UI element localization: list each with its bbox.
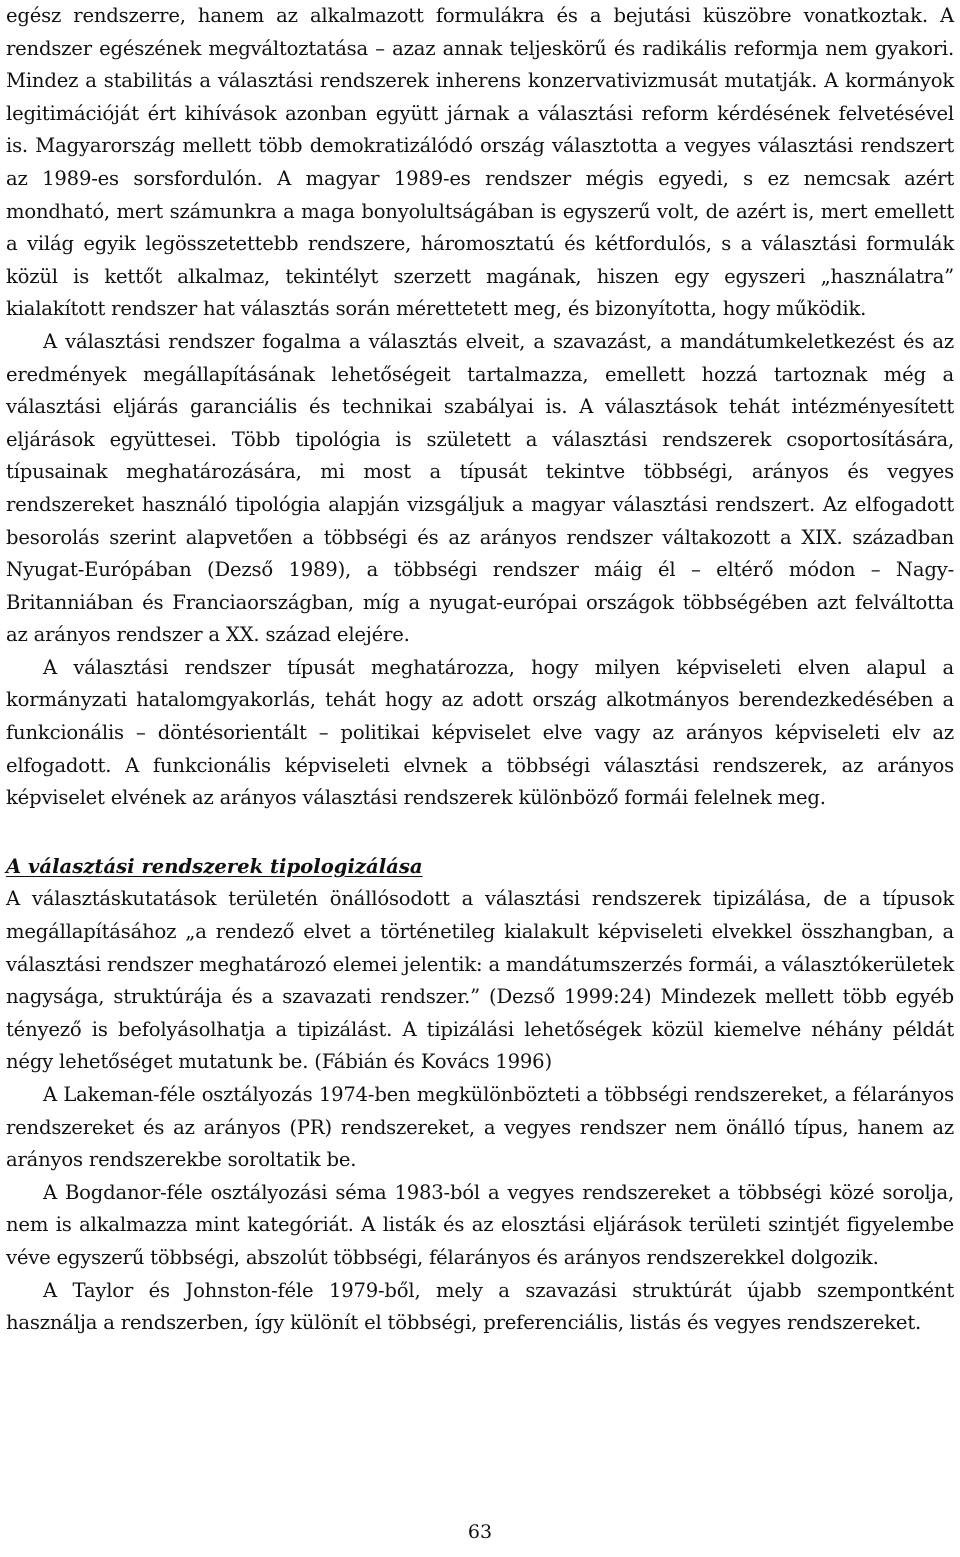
paragraph-7: A Taylor és Johnston-féle 1979-ből, mely a szavazási struktúrát újabb szempontként használja a rendszerben, így különít el többségi, preferenciális, listás és vegyes rendszereket.: [6, 1278, 954, 1335]
paragraph-5: A Lakeman-féle osztályozás 1974-ben megkülönböztetі a többségi rendszereket, a félarányos rendszereket és az arányos (PR) rendszereket, a vegyes rendszer nem önálló típus, hanem az arányos rendszerekbe soroltatik be.: [6, 1083, 954, 1172]
paragraph-2: A választási rendszer fogalma a választás elveit, a szavazást, a mandátumkeletkezést és az eredmények megállapításának lehetőségeit tartalmazza, emellett hozzá tartoznak még a választási eljárás garanciális és technikai szabályai is. A választások tehát intézményesített eljárások együttesei. Több tipológia is született a választási rendszerek csoportosítására, típusainak meghatározására, mi most a típusát tekintve többségi, arányos és vegyes rendszereket használó tipológia alapján vizsgáljuk a magyar választási rendszert. Az elfogadott besorolás szerint alapvetően a többségi és az arányos rendszer váltakozott a XIX. században Nyugat-Európában (Dezső 1989), a többségi rendszer máig él – eltérő módon – Nagy-Britanniában és Franciaországban, míg a nyugat-európai országok többségében azt felváltotta az arányos rendszer a XX. század elejére.: [6, 329, 954, 647]
section-heading: A választási rendszerek tipologizálása: [6, 854, 423, 878]
paragraph-6: A Bogdanor-féle osztályozási séma 1983-ból a vegyes rendszereket a többségi közé sorolja, nem is alkalmazza mint kategóriát. A listák és az elosztási eljárások területi szintjét figyelembe véve egyszerű többségi, abszolút többségi, félarányos és arányos rendszerekkel dolgozik.: [6, 1180, 954, 1269]
paragraph-4: A választáskutatások területén önállósodott a választási rendszerek tipizálása, de a típusok megállapításához „a rendező elvet a történetileg kialakult képviseleti elvekkel összhangban, a választási rendszer meghatározó elemei jelentik: a mandátumszerzés formái, a választókerületek nagysága, struktúrája és a szavazati rendszer.” (Dezső 1999:24) Mindezek mellett több egyéb tényező is befolyásolhatja a tipizálást. A tipizálási lehetőségek közül kiemelve néhány példát négy lehetőséget mutatunk be. (Fábián és Kovács 1996): [6, 887, 954, 1074]
paragraph-1: egész rendszerre, hanem az alkalmazott formulákra és a bejutási küszöbre vonatkoztak. A rendszer egészének megváltoztatása – azaz annak teljeskörű és radikális reformja nem gyakori. Mindez a stabilitás a választási rendszerek inherens konzervativizmusát mutatják. A kormányok legitimációját ért kihívások azonban együtt járnak a választási reform kérdésének felvetésével is. Magyarország mellett több demokratizálódó ország választotta a vegyes választási rendszert az 1989-es sorsfordulón. A magyar 1989-es rendszer mégis egyedi, s ez nemcsak azért mondható, mert számunkra a maga bonyolultságában is egyszerű volt, de azért is, mert emellett a világ egyik legösszetettebb rendszere, háromosztatú és kétfordulós, s a választási formulák közül is kettőt alkalmaz, tekintélyt szerzett magának, hiszen egy egyszeri „használatra” kialakított rendszer hat választás során mérettetett meg, és bizonyította, hogy működik.: [6, 4, 954, 321]
document-page: [6, 0, 954, 1340]
page-number: 63: [467, 1521, 493, 1543]
paragraph-3: A választási rendszer típusát meghatározza, hogy milyen képviseleti elven alapul a kormányzati hatalomgyakorlás, tehát hogy az adott ország alkotmányos berendezkedésében a funkcionális – döntésorientált – politikai képviselet elve vagy az arányos képviseleti elv az elfogadott. A funkcionális képviseleti elvnek a többségi választási rendszerek, az arányos képviselet elvének az arányos választási rendszerek különböző formái felelnek meg.: [6, 655, 954, 810]
